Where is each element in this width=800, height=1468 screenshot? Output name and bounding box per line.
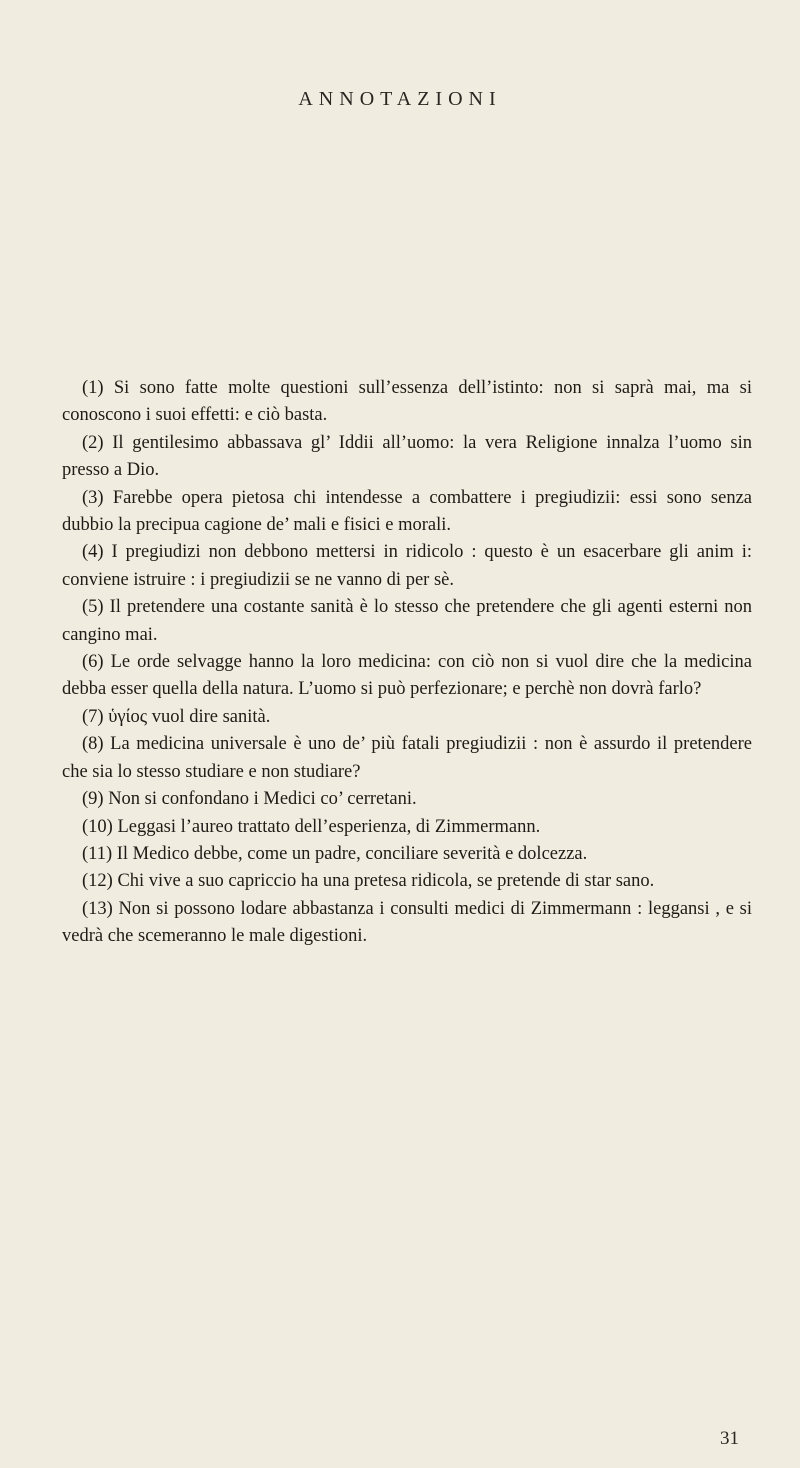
note-9: (9) Non si confondano i Medici co’ cerretani. <box>82 789 417 810</box>
note-1: (1) Si sono fatte molte questioni sull’essenza dell’istinto: non si saprà mai, ma si conoscono i suoi effetti: e ciò basta. <box>62 378 752 426</box>
note-11: (11) Il Medico debbe, come un padre, conciliare severità e dolcezza. <box>82 843 588 864</box>
note-4: (4) I pregiudizi non debbono mettersi in ridicolo : questo è un esacerbare gli anim i: conviene istruire : i pregiudizii se ne vanno di per sè. <box>62 542 752 590</box>
note-7: (7) ὑγίος vuol dire sanità. <box>82 706 271 727</box>
note-12: (12) Chi vive a suo capriccio ha una pretesa ridicola, se pretende di star sano. <box>82 871 655 892</box>
note-13: (13) Non si possono lodare abbastanza i consulti medici di Zimmermann : leggansi , e si vedrà che scemeranno le male digestioni. <box>62 898 752 947</box>
running-head: ANNOTAZIONI <box>298 88 502 110</box>
note-2: (2) Il gentilesimo abbassava gl’ Iddii all’uomo: la vera Religione innalza l’uomo sin presso a Dio. <box>62 432 752 481</box>
note-6: (6) Le orde selvagge hanno la loro medicina: con ciò non si vuol dire che la medicina debba esser quella della natura. L’uomo si può perfezionare; e perchè non dovrà farlo? <box>62 652 752 700</box>
notes-section <box>62 375 752 951</box>
note-3: (3) Farebbe opera pietosa chi intendesse a combattere i pregiudizii: essi sono senza dubbio la precipua cagione de’ mali e fisici e morali. <box>62 487 752 536</box>
note-10: (10) Leggasi l’aureo trattato dell’esperienza, di Zimmermann. <box>82 816 541 837</box>
note-8: (8) La medicina universale è uno de’ più fatali pregiudizii : non è assurdo il pretendere che sia lo stesso studiare e non studiare? <box>62 734 752 782</box>
page-number: 31 <box>720 1428 739 1449</box>
note-5: (5) Il pretendere una costante sanità è lo stesso che pretendere che gli agenti esterni non cangino mai. <box>62 597 752 645</box>
